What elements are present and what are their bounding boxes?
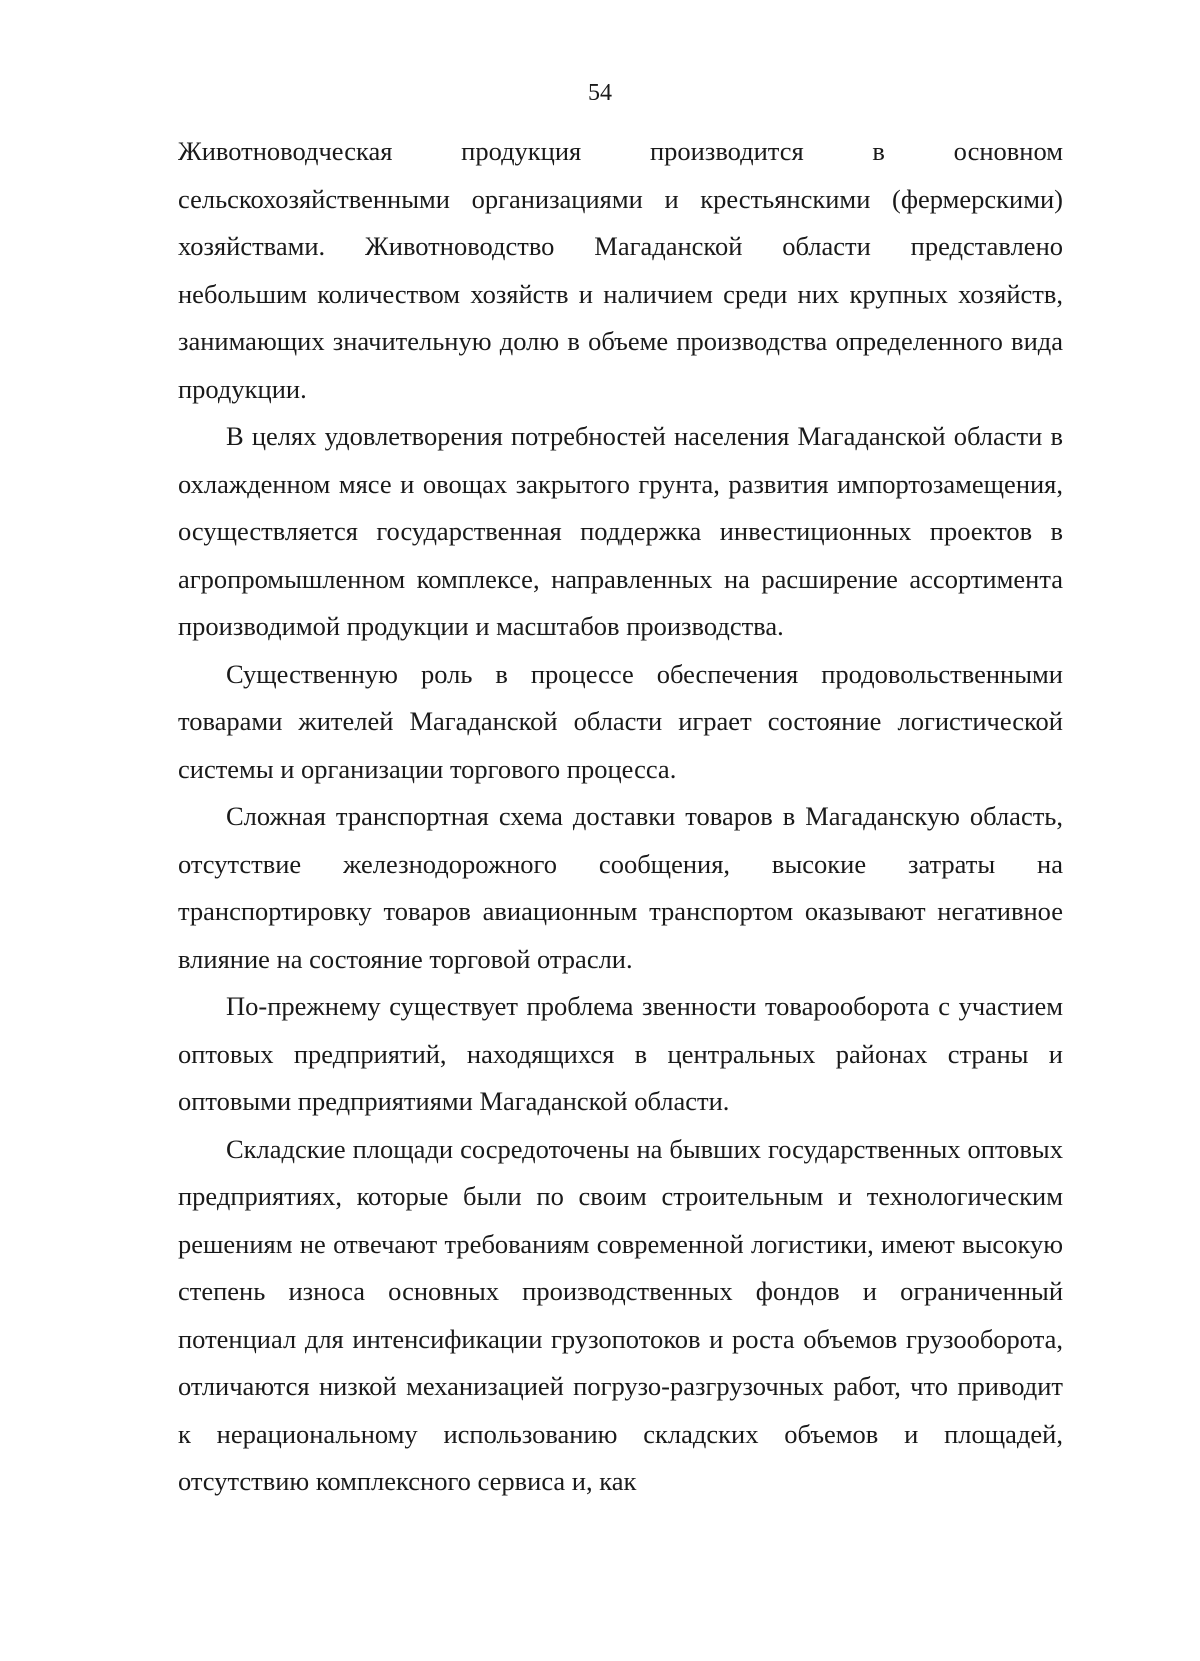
paragraph-state-support: В целях удовлетворения потребностей населения Магаданской области в охлажденном мясе и овощах закрытого грунта, развития импортозамещения, осуществляется государственная поддержка инвестиционных проектов в агропромышленном комплексе, направленных на расширение ассортимента производимой продукции и масштабов производства. xyxy=(178,421,1063,641)
paragraph-wholesale-chain: По-прежнему существует проблема звенности товарооборота с участием оптовых предприятий, находящихся в центральных районах страны и оптовыми предприятиями Магаданской области. xyxy=(178,991,1063,1116)
paragraph-livestock-production: Животноводческая продукция производится в основном сельскохозяйственными организациями и крестьянскими (фермерскими) хозяйствами. Животноводство Магаданской области представлено небольшим количеством хозяйств и наличием среди них крупных хозяйств, занимающих значительную долю в объеме производства определенного вида продукции. xyxy=(178,136,1063,404)
paragraph-transport-scheme: Сложная транспортная схема доставки товаров в Магаданскую область, отсутствие железнодорожного сообщения, высокие затраты на транспортировку товаров авиационным транспортом оказывают негативное влияние на состояние торговой отрасли. xyxy=(178,801,1063,974)
document-body xyxy=(178,128,1063,1506)
paragraph-logistics-role: Существенную роль в процессе обеспечения продовольственными товарами жителей Магаданской области играет состояние логистической системы и организации торгового процесса. xyxy=(178,658,1063,784)
paragraph-warehouse-areas: Складские площади сосредоточены на бывших государственных оптовых предприятиях, которые были по своим строительным и технологическим решениям не отвечают требованиям современной логистики, имеют высокую степень износа основных производственных фондов и ограниченный потенциал для интенсификации грузопотоков и роста объемов грузооборота, отличаются низкой механизацией погрузо-разгрузочных работ, что приводит к нерациональному использованию складских объемов и площадей, отсутствию комплексного сервиса и, как xyxy=(178,1133,1063,1496)
page-number: 54 xyxy=(588,80,612,106)
